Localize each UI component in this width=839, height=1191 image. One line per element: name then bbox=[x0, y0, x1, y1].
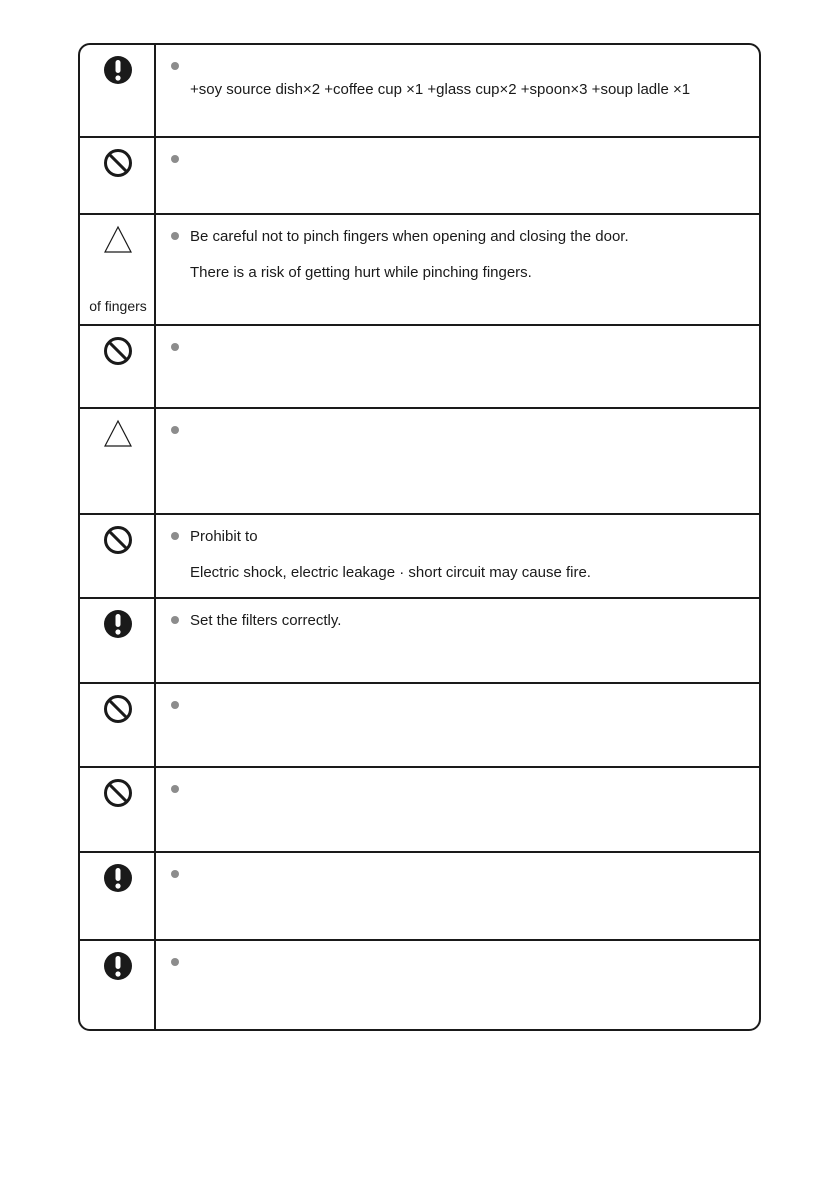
icon-cell bbox=[80, 941, 156, 1031]
safety-row bbox=[80, 136, 759, 213]
bullet-icon bbox=[171, 701, 179, 709]
mandatory-icon bbox=[103, 951, 133, 981]
icon-cell bbox=[80, 684, 156, 766]
icon-cell bbox=[80, 515, 156, 597]
safety-row bbox=[80, 45, 759, 136]
icon-cell bbox=[80, 215, 156, 324]
prohibition-icon bbox=[103, 336, 133, 366]
safety-row bbox=[80, 939, 759, 1031]
bullet-icon bbox=[171, 155, 179, 163]
bullet-icon bbox=[171, 785, 179, 793]
bullet-icon bbox=[171, 232, 179, 240]
mandatory-icon bbox=[103, 55, 133, 85]
safety-text-line: Be careful not to pinch fingers when opening and closing the door. bbox=[190, 228, 629, 245]
safety-text-line: +soy source dish×2 +coffee cup ×1 +glass cup×2 +spoon×3 +soup ladle ×1 bbox=[190, 81, 691, 98]
icon-cell bbox=[80, 326, 156, 407]
bullet-icon bbox=[171, 426, 179, 434]
text-cell bbox=[156, 515, 759, 597]
bullet-icon bbox=[171, 870, 179, 878]
prohibition-icon bbox=[103, 694, 133, 724]
safety-text-line: Prohibit to bbox=[190, 528, 258, 545]
safety-row bbox=[80, 597, 759, 682]
text-cell bbox=[156, 599, 759, 682]
safety-row bbox=[80, 682, 759, 766]
icon-cell bbox=[80, 409, 156, 513]
text-cell bbox=[156, 409, 759, 513]
text-cell bbox=[156, 853, 759, 939]
mandatory-icon bbox=[103, 609, 133, 639]
bullet-icon bbox=[171, 958, 179, 966]
caution-triangle-icon bbox=[103, 225, 133, 255]
prohibition-icon bbox=[103, 778, 133, 808]
text-cell bbox=[156, 768, 759, 851]
text-cell bbox=[156, 684, 759, 766]
prohibition-icon bbox=[103, 148, 133, 178]
safety-table bbox=[78, 43, 761, 1031]
icon-cell bbox=[80, 853, 156, 939]
caution-triangle-icon bbox=[103, 419, 133, 449]
bullet-icon bbox=[171, 616, 179, 624]
icon-caption: of fingers bbox=[89, 298, 147, 314]
mandatory-icon bbox=[103, 863, 133, 893]
safety-text-line: There is a risk of getting hurt while pinching fingers. bbox=[190, 264, 532, 281]
icon-cell bbox=[80, 138, 156, 213]
text-cell bbox=[156, 45, 759, 136]
safety-row bbox=[80, 513, 759, 597]
bullet-icon bbox=[171, 343, 179, 351]
safety-text-line: Set the filters correctly. bbox=[190, 612, 342, 629]
icon-cell bbox=[80, 599, 156, 682]
bullet-icon bbox=[171, 62, 179, 70]
text-cell bbox=[156, 138, 759, 213]
safety-row bbox=[80, 407, 759, 513]
safety-row bbox=[80, 213, 759, 324]
prohibition-icon bbox=[103, 525, 133, 555]
safety-row bbox=[80, 324, 759, 407]
icon-cell bbox=[80, 768, 156, 851]
text-cell bbox=[156, 215, 759, 324]
text-cell bbox=[156, 941, 759, 1031]
text-cell bbox=[156, 326, 759, 407]
icon-cell bbox=[80, 45, 156, 136]
bullet-icon bbox=[171, 532, 179, 540]
safety-row bbox=[80, 851, 759, 939]
safety-row bbox=[80, 766, 759, 851]
safety-text-line: Electric shock, electric leakage · short circuit may cause fire. bbox=[190, 564, 591, 581]
